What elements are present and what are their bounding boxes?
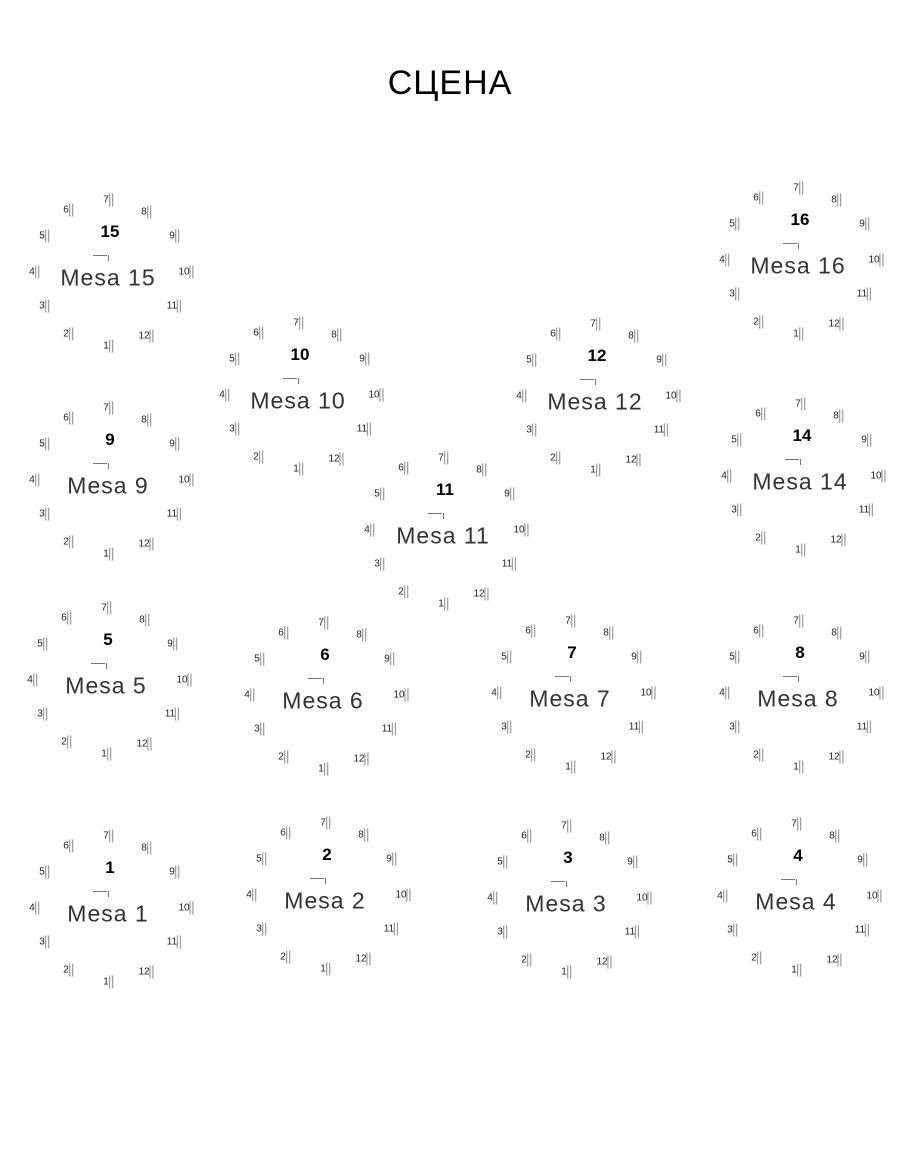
table-marker <box>93 463 107 464</box>
seat-4[interactable]: 4 <box>719 255 729 266</box>
seat-3[interactable]: 3 <box>497 927 507 938</box>
seat-2[interactable]: 2 <box>755 533 765 544</box>
seat-6[interactable]: 6 <box>550 329 560 340</box>
seat-11[interactable]: 11 <box>382 724 396 735</box>
table-label: Mesa 2 <box>284 887 366 914</box>
seat-1[interactable]: 1 <box>293 464 303 475</box>
table-label: Mesa 16 <box>750 252 846 279</box>
table-label: Mesa 9 <box>67 472 149 499</box>
seat-2[interactable]: 2 <box>753 317 763 328</box>
seat-8[interactable]: 8 <box>141 843 151 854</box>
table-number: 12 <box>587 346 607 365</box>
seat-12[interactable]: 12 <box>473 589 488 600</box>
table-marker-stem <box>570 676 571 682</box>
seat-6[interactable]: 6 <box>278 628 288 639</box>
table-label: Mesa 6 <box>282 687 364 714</box>
seat-11[interactable]: 11 <box>629 722 643 733</box>
table-number: 6 <box>320 645 330 664</box>
seat-3[interactable]: 3 <box>39 937 49 948</box>
seat-9[interactable]: 9 <box>169 231 179 242</box>
seat-7[interactable]: 7 <box>565 616 575 627</box>
seat-12[interactable]: 12 <box>355 954 370 965</box>
seat-1[interactable]: 1 <box>793 329 803 340</box>
table-marker-stem <box>798 676 799 682</box>
table-marker <box>551 881 565 882</box>
seat-4[interactable]: 4 <box>491 688 501 699</box>
seat-2[interactable]: 2 <box>278 752 288 763</box>
table-number: 4 <box>793 846 803 865</box>
table-label: Mesa 8 <box>757 685 839 712</box>
seat-12[interactable]: 12 <box>328 454 343 465</box>
seat-7[interactable]: 7 <box>793 183 803 194</box>
seat-8[interactable]: 8 <box>833 411 843 422</box>
table-marker <box>283 378 297 379</box>
seat-4[interactable]: 4 <box>487 893 497 904</box>
table-marker <box>93 891 107 892</box>
seat-5[interactable]: 5 <box>526 355 536 366</box>
seat-5[interactable]: 5 <box>731 435 741 446</box>
seat-8[interactable]: 8 <box>603 628 613 639</box>
seat-3[interactable]: 3 <box>729 722 739 733</box>
seat-1[interactable]: 1 <box>103 977 113 988</box>
table-marker <box>783 676 797 677</box>
table-number: 16 <box>790 210 810 229</box>
seat-8[interactable]: 8 <box>141 415 151 426</box>
seat-12[interactable]: 12 <box>138 539 153 550</box>
seat-7[interactable]: 7 <box>795 399 805 410</box>
table-marker-stem <box>106 663 107 669</box>
seat-1[interactable]: 1 <box>318 764 328 775</box>
seat-9[interactable]: 9 <box>359 354 369 365</box>
seat-2[interactable]: 2 <box>63 537 73 548</box>
seat-2[interactable]: 2 <box>525 750 535 761</box>
seat-7[interactable]: 7 <box>438 453 448 464</box>
seat-7[interactable]: 7 <box>793 616 803 627</box>
seat-5[interactable]: 5 <box>39 231 49 242</box>
seat-7[interactable]: 7 <box>293 318 303 329</box>
seat-1[interactable]: 1 <box>103 341 113 352</box>
seat-2[interactable]: 2 <box>63 329 73 340</box>
table-label: Mesa 11 <box>396 522 490 549</box>
seat-9[interactable]: 9 <box>169 439 179 450</box>
seat-6[interactable]: 6 <box>751 829 761 840</box>
seat-1[interactable]: 1 <box>320 964 330 975</box>
seat-8[interactable]: 8 <box>358 830 368 841</box>
seat-11[interactable]: 11 <box>855 925 869 936</box>
seat-4[interactable]: 4 <box>719 688 729 699</box>
seat-3[interactable]: 3 <box>501 722 511 733</box>
seat-7[interactable]: 7 <box>791 819 801 830</box>
seat-10[interactable]: 10 <box>368 390 383 401</box>
seat-10[interactable]: 10 <box>178 475 193 486</box>
table-marker-stem <box>800 459 801 465</box>
seat-12[interactable]: 12 <box>136 739 151 750</box>
seat-4[interactable]: 4 <box>29 475 39 486</box>
table-marker <box>555 676 569 677</box>
seat-6[interactable]: 6 <box>521 831 531 842</box>
table-marker-stem <box>796 879 797 885</box>
seat-10[interactable]: 10 <box>868 688 883 699</box>
table-marker <box>93 255 107 256</box>
seat-8[interactable]: 8 <box>141 207 151 218</box>
seat-12[interactable]: 12 <box>353 754 368 765</box>
seat-10[interactable]: 10 <box>640 688 655 699</box>
seat-5[interactable]: 5 <box>729 219 739 230</box>
table-marker-stem <box>298 378 299 384</box>
seat-2[interactable]: 2 <box>398 587 408 598</box>
table-number: 3 <box>563 848 573 867</box>
seat-12[interactable]: 12 <box>828 319 843 330</box>
seat-1[interactable]: 1 <box>438 599 448 610</box>
seat-9[interactable]: 9 <box>386 854 396 865</box>
seat-4[interactable]: 4 <box>29 903 39 914</box>
seat-6[interactable]: 6 <box>63 205 73 216</box>
seat-3[interactable]: 3 <box>39 301 49 312</box>
seat-9[interactable]: 9 <box>631 652 641 663</box>
seat-4[interactable]: 4 <box>364 525 374 536</box>
seat-3[interactable]: 3 <box>39 509 49 520</box>
seat-8[interactable]: 8 <box>628 331 638 342</box>
seat-10[interactable]: 10 <box>665 391 680 402</box>
table-label: Mesa 10 <box>250 387 346 414</box>
seat-6[interactable]: 6 <box>755 409 765 420</box>
table-number: 8 <box>795 643 805 662</box>
table-marker-stem <box>798 243 799 249</box>
seat-1[interactable]: 1 <box>793 762 803 773</box>
seat-11[interactable]: 11 <box>654 425 668 436</box>
seat-9[interactable]: 9 <box>859 652 869 663</box>
table-marker <box>308 678 322 679</box>
seat-9[interactable]: 9 <box>167 639 177 650</box>
seat-2[interactable]: 2 <box>521 955 531 966</box>
seat-12[interactable]: 12 <box>625 455 640 466</box>
seat-4[interactable]: 4 <box>246 890 256 901</box>
table-label: Mesa 12 <box>547 388 643 415</box>
table-number: 1 <box>105 858 115 877</box>
seat-10[interactable]: 10 <box>178 267 193 278</box>
seat-10[interactable]: 10 <box>866 891 881 902</box>
seat-5[interactable]: 5 <box>39 867 49 878</box>
seat-5[interactable]: 5 <box>501 652 511 663</box>
seat-10[interactable]: 10 <box>178 903 193 914</box>
table-marker <box>428 513 442 514</box>
seat-6[interactable]: 6 <box>753 626 763 637</box>
seat-1[interactable]: 1 <box>565 762 575 773</box>
table-label: Mesa 15 <box>60 264 156 291</box>
seat-4[interactable]: 4 <box>244 690 254 701</box>
seat-11[interactable]: 11 <box>167 301 181 312</box>
table-number: 2 <box>322 845 332 864</box>
seat-11[interactable]: 11 <box>625 927 639 938</box>
seat-12[interactable]: 12 <box>828 752 843 763</box>
seat-12[interactable]: 12 <box>600 752 615 763</box>
table-marker-stem <box>108 463 109 469</box>
seat-11[interactable]: 11 <box>859 505 873 516</box>
seat-1[interactable]: 1 <box>101 749 111 760</box>
seat-1[interactable]: 1 <box>103 549 113 560</box>
seat-6[interactable]: 6 <box>398 463 408 474</box>
seat-4[interactable]: 4 <box>27 675 37 686</box>
seat-6[interactable]: 6 <box>753 193 763 204</box>
seat-2[interactable]: 2 <box>253 452 263 463</box>
table-number: 15 <box>100 222 120 241</box>
seat-11[interactable]: 11 <box>357 424 371 435</box>
seat-9[interactable]: 9 <box>384 654 394 665</box>
seat-3[interactable]: 3 <box>256 924 266 935</box>
seat-2[interactable]: 2 <box>550 453 560 464</box>
table-number: 7 <box>567 643 577 662</box>
seat-8[interactable]: 8 <box>476 465 486 476</box>
seat-1[interactable]: 1 <box>795 545 805 556</box>
seat-7[interactable]: 7 <box>561 821 571 832</box>
table-label: Mesa 14 <box>752 468 848 495</box>
seat-3[interactable]: 3 <box>731 505 741 516</box>
seat-10[interactable]: 10 <box>636 893 651 904</box>
seat-4[interactable]: 4 <box>516 391 526 402</box>
seat-9[interactable]: 9 <box>857 855 867 866</box>
table-marker-stem <box>443 513 444 519</box>
seat-5[interactable]: 5 <box>37 639 47 650</box>
seat-12[interactable]: 12 <box>830 535 845 546</box>
table-number: 11 <box>436 480 454 499</box>
stage-title: СЦЕНА <box>387 64 513 102</box>
seat-8[interactable]: 8 <box>139 615 149 626</box>
seat-4[interactable]: 4 <box>29 267 39 278</box>
seat-11[interactable]: 11 <box>857 289 871 300</box>
seat-6[interactable]: 6 <box>63 413 73 424</box>
table-number: 14 <box>792 426 812 445</box>
seat-10[interactable]: 10 <box>176 675 191 686</box>
seat-5[interactable]: 5 <box>727 855 737 866</box>
seat-7[interactable]: 7 <box>320 818 330 829</box>
seat-9[interactable]: 9 <box>861 435 871 446</box>
seat-5[interactable]: 5 <box>254 654 264 665</box>
seat-11[interactable]: 11 <box>167 937 181 948</box>
seat-3[interactable]: 3 <box>37 709 47 720</box>
table-marker <box>580 379 594 380</box>
seat-9[interactable]: 9 <box>859 219 869 230</box>
seat-7[interactable]: 7 <box>103 831 113 842</box>
seat-9[interactable]: 9 <box>656 355 666 366</box>
seat-7[interactable]: 7 <box>103 403 113 414</box>
seat-10[interactable]: 10 <box>393 690 408 701</box>
seat-11[interactable]: 11 <box>165 709 179 720</box>
seat-5[interactable]: 5 <box>39 439 49 450</box>
seat-3[interactable]: 3 <box>254 724 264 735</box>
seat-4[interactable]: 4 <box>721 471 731 482</box>
seat-2[interactable]: 2 <box>61 737 71 748</box>
table-number: 5 <box>103 630 113 649</box>
seat-2[interactable]: 2 <box>751 953 761 964</box>
seat-10[interactable]: 10 <box>868 255 883 266</box>
seat-6[interactable]: 6 <box>61 613 71 624</box>
table-marker <box>785 459 799 460</box>
seat-11[interactable]: 11 <box>502 559 516 570</box>
seat-5[interactable]: 5 <box>729 652 739 663</box>
seat-2[interactable]: 2 <box>280 952 290 963</box>
seat-11[interactable]: 11 <box>857 722 871 733</box>
seat-6[interactable]: 6 <box>280 828 290 839</box>
table-marker <box>781 879 795 880</box>
seat-9[interactable]: 9 <box>169 867 179 878</box>
seat-11[interactable]: 11 <box>384 924 398 935</box>
seat-12[interactable]: 12 <box>138 967 153 978</box>
seat-6[interactable]: 6 <box>525 626 535 637</box>
seat-2[interactable]: 2 <box>63 965 73 976</box>
table-label: Mesa 3 <box>525 890 607 917</box>
seat-5[interactable]: 5 <box>229 354 239 365</box>
seat-10[interactable]: 10 <box>513 525 528 536</box>
seat-9[interactable]: 9 <box>504 489 514 500</box>
seat-3[interactable]: 3 <box>229 424 239 435</box>
seat-8[interactable]: 8 <box>599 833 609 844</box>
table-marker <box>783 243 797 244</box>
seat-7[interactable]: 7 <box>101 603 111 614</box>
table-marker <box>91 663 105 664</box>
seat-3[interactable]: 3 <box>727 925 737 936</box>
table-marker <box>310 878 324 879</box>
table-marker-stem <box>108 255 109 261</box>
table-marker-stem <box>595 379 596 385</box>
seat-1[interactable]: 1 <box>791 965 801 976</box>
seat-5[interactable]: 5 <box>256 854 266 865</box>
seat-8[interactable]: 8 <box>831 195 841 206</box>
table-marker-stem <box>323 678 324 684</box>
seat-7[interactable]: 7 <box>590 319 600 330</box>
seat-6[interactable]: 6 <box>63 841 73 852</box>
seat-4[interactable]: 4 <box>219 390 229 401</box>
seat-12[interactable]: 12 <box>826 955 841 966</box>
table-number: 10 <box>290 345 310 364</box>
seat-2[interactable]: 2 <box>753 750 763 761</box>
seat-8[interactable]: 8 <box>829 831 839 842</box>
seat-12[interactable]: 12 <box>596 957 611 968</box>
seat-9[interactable]: 9 <box>627 857 637 868</box>
seat-8[interactable]: 8 <box>831 628 841 639</box>
seat-4[interactable]: 4 <box>717 891 727 902</box>
seat-12[interactable]: 12 <box>138 331 153 342</box>
table-marker-stem <box>325 878 326 884</box>
seat-7[interactable]: 7 <box>103 195 113 206</box>
table-label: Mesa 5 <box>65 672 147 699</box>
seat-10[interactable]: 10 <box>395 890 410 901</box>
seat-10[interactable]: 10 <box>870 471 885 482</box>
seat-3[interactable]: 3 <box>729 289 739 300</box>
table-number: 9 <box>105 430 115 449</box>
table-marker-stem <box>566 881 567 887</box>
seat-3[interactable]: 3 <box>374 559 384 570</box>
seat-7[interactable]: 7 <box>318 618 328 629</box>
table-marker-stem <box>108 891 109 897</box>
table-label: Mesa 4 <box>755 888 837 915</box>
seat-11[interactable]: 11 <box>167 509 181 520</box>
seat-8[interactable]: 8 <box>331 330 341 341</box>
seat-3[interactable]: 3 <box>526 425 536 436</box>
table-label: Mesa 7 <box>529 685 611 712</box>
seat-5[interactable]: 5 <box>374 489 384 500</box>
seat-5[interactable]: 5 <box>497 857 507 868</box>
seat-6[interactable]: 6 <box>253 328 263 339</box>
table-label: Mesa 1 <box>67 900 149 927</box>
seat-1[interactable]: 1 <box>590 465 600 476</box>
seat-1[interactable]: 1 <box>561 967 571 978</box>
seat-8[interactable]: 8 <box>356 630 366 641</box>
